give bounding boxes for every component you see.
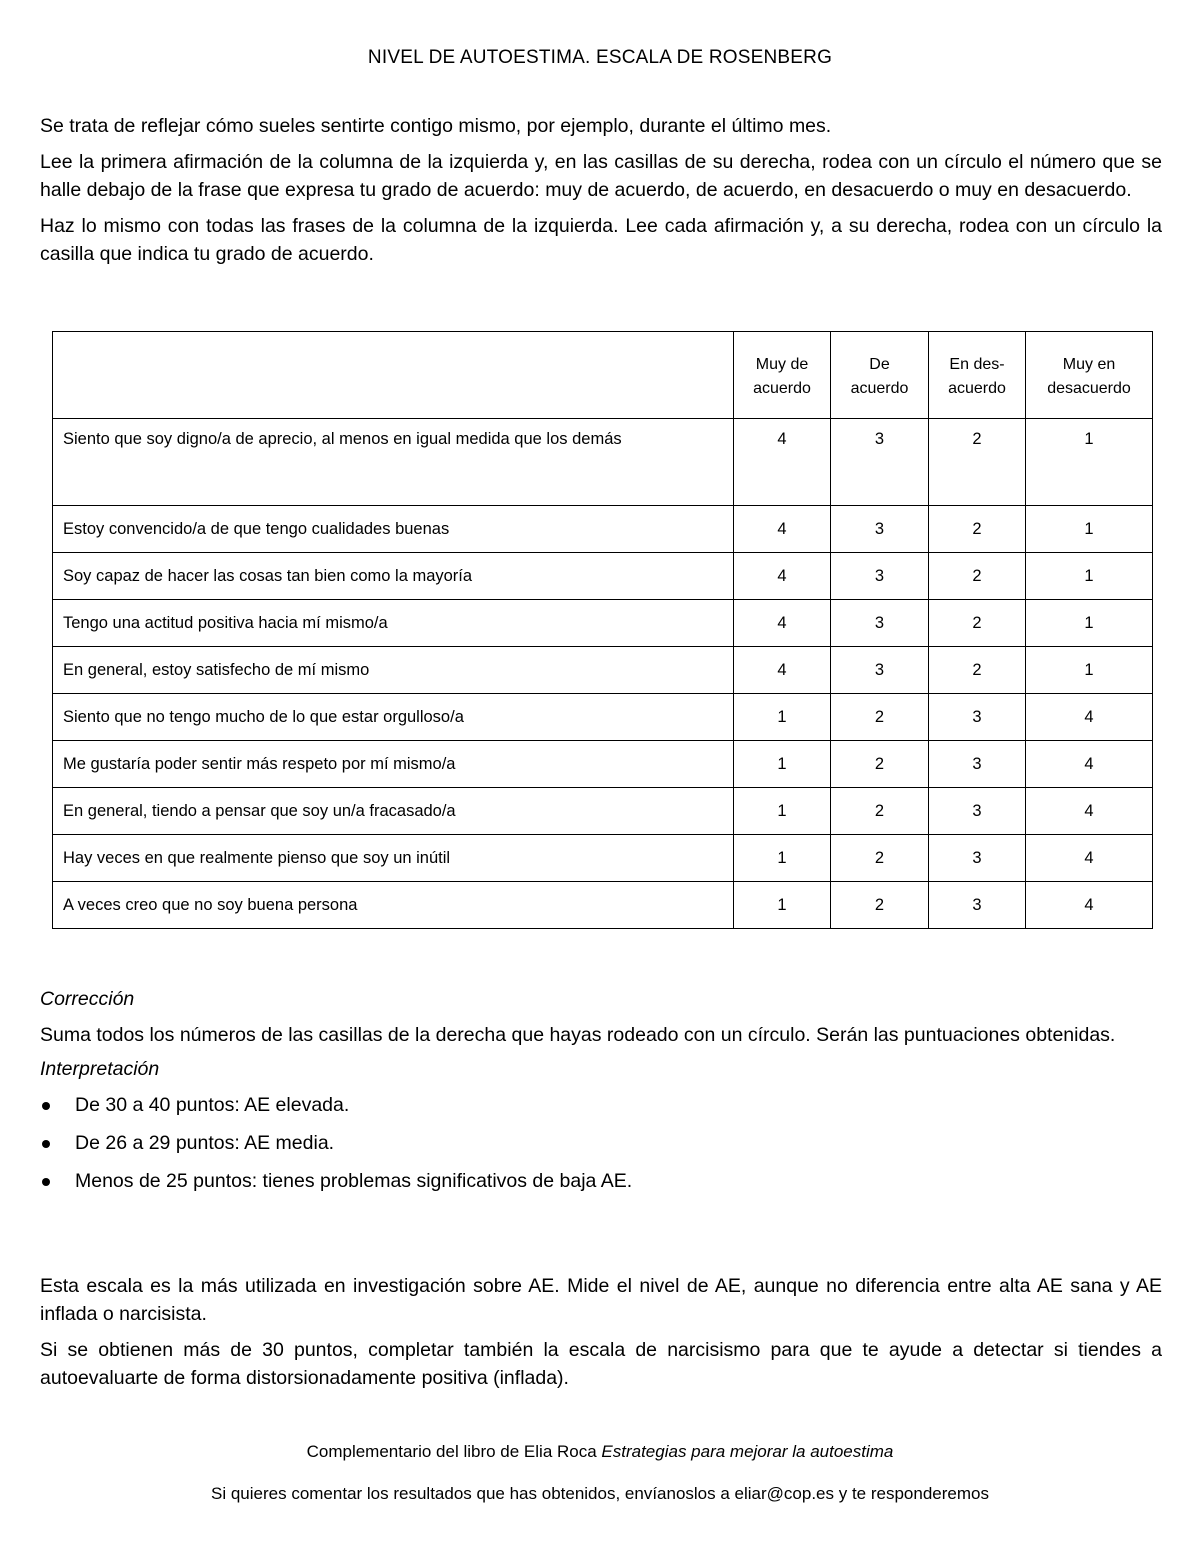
score-option[interactable]: 3 <box>929 694 1026 741</box>
table-header-row <box>53 332 1153 419</box>
instruction-paragraph-2: Lee la primera afirmación de la columna de la izquierda y, en las casillas de su derecha, rodea con un círculo el número que se halle debajo de la frase que expresa tu grado de acuerdo: muy de acuerdo, de acuerdo, en desacuerdo o muy en desacuerdo. <box>40 151 1162 201</box>
score-option[interactable]: 4 <box>734 600 831 647</box>
score-option[interactable]: 3 <box>831 600 929 647</box>
statement-cell: Siento que soy digno/a de aprecio, al menos en igual medida que los demás <box>53 419 734 506</box>
score-option[interactable]: 1 <box>734 741 831 788</box>
score-option[interactable]: 4 <box>1026 694 1153 741</box>
footer-book-credit <box>0 1442 1200 1462</box>
score-option[interactable]: 3 <box>929 882 1026 929</box>
header-muy-de-acuerdo: Muy de acuerdo <box>734 332 831 419</box>
instruction-paragraph-1: Se trata de reflejar cómo sueles sentirte contigo mismo, por ejemplo, durante el último mes. <box>40 115 832 137</box>
page-title: NIVEL DE AUTOESTIMA. ESCALA DE ROSENBERG <box>367 47 833 68</box>
score-option[interactable]: 3 <box>831 553 929 600</box>
score-option[interactable]: 1 <box>1026 419 1153 506</box>
table-row <box>53 553 1153 600</box>
score-option[interactable]: 4 <box>734 419 831 506</box>
header-statement <box>53 332 734 419</box>
score-option[interactable]: 1 <box>734 882 831 929</box>
score-option[interactable]: 2 <box>929 506 1026 553</box>
score-option[interactable]: 1 <box>1026 647 1153 694</box>
note-paragraph-2: Si se obtienen más de 30 puntos, completar también la escala de narcisismo para que te ayude a detectar si tiendes a autoevaluarte de forma distorsionadamente positiva (inflada). <box>40 1339 1162 1389</box>
score-option[interactable]: 3 <box>929 741 1026 788</box>
statement-cell: En general, tiendo a pensar que soy un/a fracasado/a <box>53 788 734 835</box>
statement-cell: A veces creo que no soy buena persona <box>53 882 734 929</box>
statement-cell: En general, estoy satisfecho de mí mismo <box>53 647 734 694</box>
book-title: Estrategias para mejorar la autoestima <box>601 1442 894 1461</box>
correction-heading: Corrección <box>40 988 135 1010</box>
table-row <box>53 647 1153 694</box>
footer-contact: Si quieres comentar los resultados que has obtenidos, envíanoslos a eliar@cop.es y te responderemos <box>211 1484 989 1503</box>
header-en-desacuerdo: En des- acuerdo <box>929 332 1026 419</box>
score-option[interactable]: 1 <box>734 694 831 741</box>
score-option[interactable]: 4 <box>1026 835 1153 882</box>
score-option[interactable]: 1 <box>1026 553 1153 600</box>
score-option[interactable]: 2 <box>929 647 1026 694</box>
score-option[interactable]: 4 <box>734 647 831 694</box>
correction-text: Suma todos los números de las casillas de la derecha que hayas rodeado con un círculo. Serán las puntuaciones obtenidas. <box>40 1024 1116 1046</box>
statement-cell: Siento que no tengo mucho de lo que estar orgulloso/a <box>53 694 734 741</box>
score-option[interactable]: 2 <box>831 835 929 882</box>
list-item: De 30 a 40 puntos: AE elevada. <box>40 1091 1162 1119</box>
score-option[interactable]: 1 <box>734 788 831 835</box>
statement-cell: Estoy convencido/a de que tengo cualidades buenas <box>53 506 734 553</box>
interpretation-list <box>40 1091 1162 1195</box>
table-row <box>53 419 1153 506</box>
table-row <box>53 788 1153 835</box>
bullet-icon <box>42 1102 50 1110</box>
table-row <box>53 694 1153 741</box>
score-option[interactable]: 4 <box>1026 741 1153 788</box>
score-option[interactable]: 2 <box>831 882 929 929</box>
score-option[interactable]: 2 <box>831 741 929 788</box>
statement-cell: Soy capaz de hacer las cosas tan bien como la mayoría <box>53 553 734 600</box>
bullet-icon <box>42 1140 50 1148</box>
score-option[interactable]: 1 <box>1026 600 1153 647</box>
statement-cell: Me gustaría poder sentir más respeto por mí mismo/a <box>53 741 734 788</box>
score-option[interactable]: 2 <box>929 553 1026 600</box>
score-option[interactable]: 3 <box>831 647 929 694</box>
score-option[interactable]: 1 <box>1026 506 1153 553</box>
score-option[interactable]: 4 <box>734 506 831 553</box>
header-muy-en-desacuerdo: Muy en desacuerdo <box>1026 332 1153 419</box>
header-de-acuerdo: De acuerdo <box>831 332 929 419</box>
score-option[interactable]: 2 <box>929 419 1026 506</box>
score-option[interactable]: 2 <box>831 694 929 741</box>
bullet-icon <box>42 1178 50 1186</box>
score-option[interactable]: 2 <box>831 788 929 835</box>
rosenberg-scale-table <box>52 331 1153 929</box>
statement-cell: Tengo una actitud positiva hacia mí mismo/a <box>53 600 734 647</box>
table-row <box>53 600 1153 647</box>
table-row <box>53 835 1153 882</box>
correction-section <box>40 985 1162 1205</box>
score-option[interactable]: 3 <box>831 506 929 553</box>
footer-prefix: Complementario del libro de Elia Roca <box>306 1442 602 1461</box>
table-row <box>53 741 1153 788</box>
interpretation-heading: Interpretación <box>40 1058 160 1080</box>
instructions <box>40 112 1162 276</box>
score-option[interactable]: 1 <box>734 835 831 882</box>
score-option[interactable]: 3 <box>831 419 929 506</box>
notes-section <box>40 1272 1162 1400</box>
note-paragraph-1: Esta escala es la más utilizada en investigación sobre AE. Mide el nivel de AE, aunque no diferencia entre alta AE sana y AE inflada o narcisista. <box>40 1275 1162 1325</box>
score-option[interactable]: 3 <box>929 835 1026 882</box>
table-row <box>53 882 1153 929</box>
score-option[interactable]: 2 <box>929 600 1026 647</box>
statement-cell: Hay veces en que realmente pienso que soy un inútil <box>53 835 734 882</box>
score-option[interactable]: 4 <box>734 553 831 600</box>
score-option[interactable]: 4 <box>1026 882 1153 929</box>
score-option[interactable]: 3 <box>929 788 1026 835</box>
instruction-paragraph-3: Haz lo mismo con todas las frases de la columna de la izquierda. Lee cada afirmación y, a su derecha, rodea con un círculo la casilla que indica tu grado de acuerdo. <box>40 215 1162 265</box>
list-item: De 26 a 29 puntos: AE media. <box>40 1129 1162 1157</box>
table-row <box>53 506 1153 553</box>
list-item: Menos de 25 puntos: tienes problemas significativos de baja AE. <box>40 1167 1162 1195</box>
score-option[interactable]: 4 <box>1026 788 1153 835</box>
